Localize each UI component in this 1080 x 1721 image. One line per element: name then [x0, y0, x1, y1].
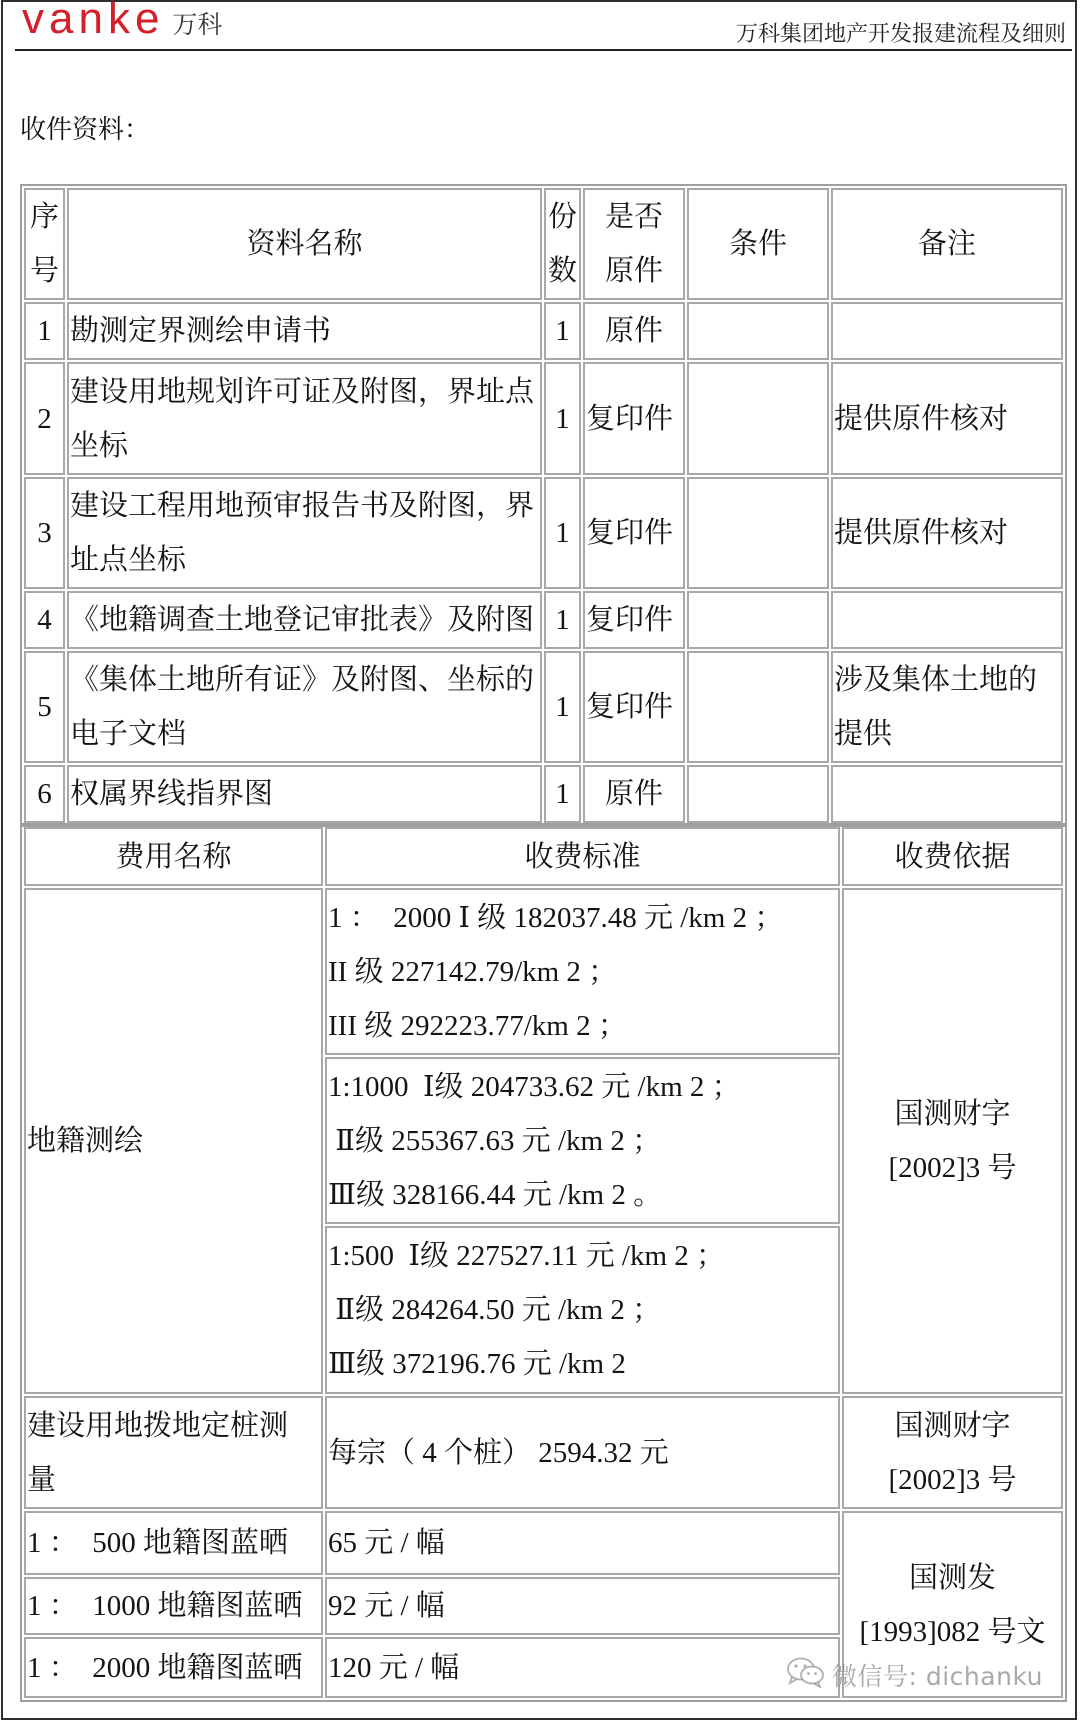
- cell-name: 权属界线指界图: [67, 765, 542, 823]
- cell-original: 原件: [583, 302, 685, 360]
- fee-line: Ⅱ级 284264.50 元 /km 2 ；: [328, 1294, 662, 1326]
- col-header-original-label: 是否原件: [605, 201, 664, 287]
- fee-basis-stake: [842, 1396, 1063, 1509]
- cell-condition: [687, 591, 829, 649]
- col-header-name-label: 资料名称: [246, 228, 363, 260]
- basis-line: 国测财字: [894, 1098, 1011, 1130]
- fee-line: 每宗（ 4 个桩） 2594.32 元: [328, 1436, 669, 1469]
- cell-no: 3: [24, 477, 65, 589]
- section-title: 收件资料：: [20, 115, 151, 144]
- table-row: [24, 591, 1063, 649]
- fee-standard-stake: [325, 1396, 840, 1509]
- fee-name-blueprint: [24, 1511, 323, 1575]
- cell-copies: 1: [544, 302, 581, 360]
- fee-table: [20, 823, 1067, 1702]
- cell-remark: 提供原件核对: [831, 477, 1063, 589]
- cell-name: 《地籍调查土地登记审批表》及附图: [67, 591, 542, 649]
- col-header-original: [583, 188, 685, 300]
- fee-standard-scale-1000: [325, 1057, 840, 1224]
- logo-chinese: 万科: [172, 10, 223, 39]
- cell-no: 5: [24, 651, 65, 763]
- wechat-watermark: [786, 1656, 1043, 1694]
- col-header-fee-name: 费用名称: [24, 827, 323, 886]
- cell-copies: 1: [544, 591, 581, 649]
- cell-copies: 1: [544, 477, 581, 589]
- vanke-logo: [22, 0, 222, 42]
- basis-line: [2002]3 号: [888, 1152, 1017, 1184]
- table-row: [24, 477, 1063, 589]
- col-header-fee-standard: 收费标准: [325, 827, 840, 886]
- cell-condition: [687, 477, 829, 589]
- fee-line: 92 元 / 幅: [328, 1590, 445, 1622]
- fee-row-blueprint: [24, 1511, 1063, 1575]
- col-header-condition: [687, 188, 829, 300]
- basis-line: [1993]082 号文: [859, 1615, 1046, 1648]
- col-header-remark-label: 备注: [917, 228, 976, 260]
- fee-standard-blueprint: [325, 1637, 840, 1698]
- cell-condition: [687, 302, 829, 360]
- col-header-condition-label: 条件: [728, 228, 787, 260]
- col-header-no-label: 序号: [30, 201, 60, 287]
- fee-name-label: 1 ： 500 地籍图蓝晒: [27, 1527, 289, 1559]
- cell-no: 2: [24, 362, 65, 475]
- fee-line: Ⅲ级 372196.76 元 /km 2: [328, 1348, 626, 1380]
- fee-name-label: 1 ： 2000 地籍图蓝晒: [27, 1651, 303, 1684]
- fee-line: III 级 292223.77/km 2 ；: [328, 1009, 627, 1042]
- basis-line: [2002]3 号: [888, 1463, 1017, 1496]
- fee-header-row: [24, 827, 1063, 886]
- fee-name-blueprint: [24, 1577, 323, 1635]
- cell-remark: [831, 591, 1063, 649]
- col-header-copies: [544, 188, 581, 300]
- cell-no: 4: [24, 591, 65, 649]
- cell-name: 建设用地规划许可证及附图，界址点坐标: [67, 362, 542, 475]
- cell-copies: 1: [544, 362, 581, 475]
- table-row: [24, 765, 1063, 823]
- fee-name-stake: [24, 1396, 323, 1509]
- cell-remark: [831, 302, 1063, 360]
- cell-name: 建设工程用地预审报告书及附图，界址点坐标: [67, 477, 542, 589]
- fee-name-stake-label: 建设用地拨地定桩测量: [27, 1409, 289, 1496]
- basis-line: 国测发: [908, 1561, 996, 1594]
- cell-no: 6: [24, 765, 65, 823]
- cell-condition: [687, 765, 829, 823]
- cell-condition: [687, 651, 829, 763]
- fee-name-cadastral: 地籍测绘: [24, 888, 323, 1394]
- fee-line: 1:500 Ⅰ级 227527.11 元 /km 2 ；: [328, 1240, 726, 1272]
- cell-original: 复印件: [583, 362, 685, 475]
- cell-condition: [687, 362, 829, 475]
- fee-line: 1:1000 Ⅰ级 204733.62 元 /km 2 ；: [328, 1070, 741, 1103]
- cell-copies: 1: [544, 651, 581, 763]
- fee-line: 120 元 / 幅: [328, 1651, 460, 1684]
- fee-standard-scale-500: [325, 1226, 840, 1394]
- col-header-copies-label: 份数: [548, 201, 578, 287]
- materials-table: [20, 184, 1067, 827]
- cell-remark: [831, 765, 1063, 823]
- basis-line: 国测财字: [894, 1409, 1011, 1442]
- cell-original: 复印件: [583, 591, 685, 649]
- cell-copies: 1: [544, 765, 581, 823]
- fee-row-stake: [24, 1396, 1063, 1509]
- fee-row-cadastral: [24, 888, 1063, 1055]
- fee-line: 1 ： 2000 Ⅰ 级 182037.48 元 /km 2 ；: [328, 901, 784, 934]
- fee-basis-cadastral: [842, 888, 1063, 1394]
- fee-standard-blueprint: [325, 1577, 840, 1635]
- cell-original: 原件: [583, 765, 685, 823]
- wechat-icon: [786, 1656, 832, 1694]
- cell-remark: 涉及集体土地的提供: [831, 651, 1063, 763]
- fee-standard-blueprint: [325, 1511, 840, 1575]
- fee-line: 65 元 / 幅: [328, 1527, 445, 1559]
- col-header-fee-basis: 收费依据: [842, 827, 1063, 886]
- cell-name: 勘测定界测绘申请书: [67, 302, 542, 360]
- logo-wordmark: vanke: [22, 0, 165, 43]
- col-header-remark: [831, 188, 1063, 300]
- materials-header-row: [24, 188, 1063, 300]
- col-header-no: [24, 188, 65, 300]
- col-header-name: [67, 188, 542, 300]
- fee-line: II 级 227142.79/km 2 ；: [328, 955, 618, 988]
- fee-standard-scale-2000: [325, 888, 840, 1055]
- fee-line: Ⅱ级 255367.63 元 /km 2 ；: [328, 1124, 662, 1157]
- table-row: [24, 302, 1063, 360]
- table-row: [24, 362, 1063, 475]
- table-row: [24, 651, 1063, 763]
- document-title: 万科集团地产开发报建流程及细则: [735, 21, 1066, 46]
- cell-no: 1: [24, 302, 65, 360]
- fee-name-blueprint: [24, 1637, 323, 1698]
- cell-original: 复印件: [583, 477, 685, 589]
- header-divider: [15, 49, 1072, 51]
- watermark-text: 微信号: dichanku: [832, 1662, 1043, 1691]
- cell-name: 《集体土地所有证》及附图、坐标的电子文档: [67, 651, 542, 763]
- cell-remark: 提供原件核对: [831, 362, 1063, 475]
- fee-line: Ⅲ级 328166.44 元 /km 2 。: [328, 1178, 663, 1211]
- fee-name-label: 1 ： 1000 地籍图蓝晒: [27, 1590, 303, 1622]
- cell-original: 复印件: [583, 651, 685, 763]
